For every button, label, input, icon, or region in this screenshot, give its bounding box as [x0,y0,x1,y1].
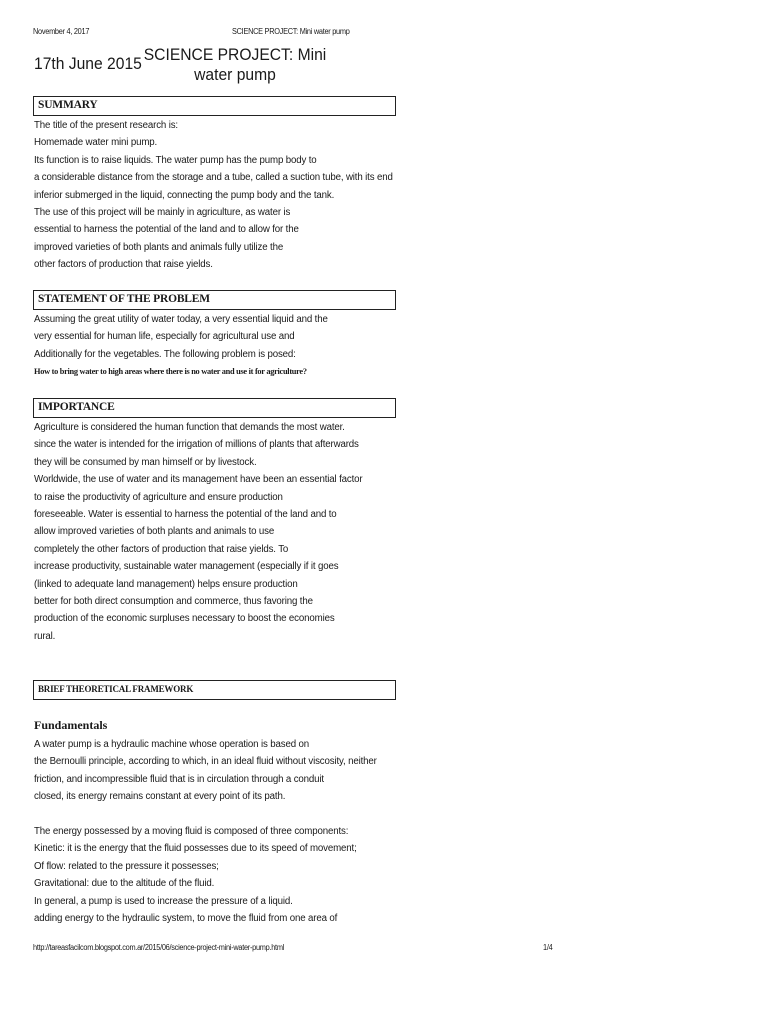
text-line: very essential for human life, especially for agricultural use and [34,331,295,343]
framework-heading-box [33,680,396,700]
framework-heading: BRIEF THEORETICAL FRAMEWORK [38,684,194,694]
importance-heading-box [33,398,396,418]
problem-question: How to bring water to high areas where there is no water and use it for agriculture? [34,366,307,377]
text-line: Assuming the great utility of water today, a very essential liquid and the [34,314,328,325]
text-line: better for both direct consumption and commerce, thus favoring the [34,596,313,608]
summary-paragraph [34,117,394,274]
text-line: adding energy to the hydraulic system, to move the fluid from one area of [34,913,338,925]
text-line: closed, its energy remains constant at every point of its path. [34,791,286,803]
text-line: In general, a pump is used to increase the pressure of a liquid. [34,895,293,907]
page-number: 1/4 [543,943,553,952]
text-line: the Bernoulli principle, according to which, in an ideal fluid without viscosity, neither [34,756,377,768]
text-line: Worldwide, the use of water and its management have been an essential factor [34,474,363,486]
framework-paragraph-1 [34,736,394,806]
importance-paragraph [34,419,394,645]
text-line: The use of this project will be mainly in agriculture, as water is [34,207,291,219]
document-title [138,45,331,85]
text-line: essential to harness the potential of the land and to allow for the [34,224,299,236]
text-line: since the water is intended for the irrigation of millions of plants that afterwards [34,439,359,451]
text-line: Of flow: related to the pressure it possesses; [34,860,219,872]
framework-paragraph-2 [34,823,394,927]
text-line: to raise the productivity of agriculture and ensure production [34,491,283,503]
document-title-line: SCIENCE PROJECT: Mini [143,45,327,64]
text-line: increase productivity, sustainable water management (especially if it goes [34,561,339,573]
text-line: Additionally for the vegetables. The following problem is posed: [34,348,296,360]
text-line: Gravitational: due to the altitude of the fluid. [34,878,215,890]
text-line: they will be consumed by man himself or by livestock. [34,456,257,468]
fundamentals-subheading: Fundamentals [34,718,108,732]
text-line: production of the economic surpluses necessary to boost the economies [34,613,335,625]
summary-heading-box [33,96,396,116]
text-line: inferior submerged in the liquid, connecting the pump body and the tank. [34,189,335,201]
text-line: a considerable distance from the storage and a tube, called a suction tube, with its end [34,172,393,184]
problem-heading: STATEMENT OF THE PROBLEM [38,293,210,305]
text-line: other factors of production that raise yields. [34,259,213,271]
text-line: Kinetic: it is the energy that the fluid possesses due to its speed of movement; [34,843,357,855]
text-line: completely the other factors of production that raise yields. To [34,543,289,555]
text-line: A water pump is a hydraulic machine whose operation is based on [34,739,309,750]
text-line: Agriculture is considered the human function that demands the most water. [34,422,345,433]
text-line: Homemade water mini pump. [34,137,158,149]
importance-heading: IMPORTANCE [38,401,115,413]
text-line: The energy possessed by a moving fluid is composed of three components: [34,826,349,837]
text-line: (linked to adequate land management) helps ensure production [34,578,298,590]
text-line: improved varieties of both plants and animals fully utilize the [34,241,284,253]
summary-heading: SUMMARY [38,99,98,111]
problem-paragraph [34,311,394,381]
source-url: http://tareasfacilcom.blogspot.com.ar/2015/06/science-project-mini-water-pump.html [33,943,285,952]
document-title-line: water pump [194,65,276,84]
problem-heading-box [33,290,396,310]
text-line: Its function is to raise liquids. The water pump has the pump body to [34,154,317,166]
document-date: 17th June 2015 [34,54,142,73]
text-line: friction, and incompressible fluid that is in circulation through a conduit [34,773,324,785]
text-line: rural. [34,630,56,642]
text-line: The title of the present research is: [34,120,178,131]
print-date: November 4, 2017 [33,27,90,36]
print-page-title: SCIENCE PROJECT: Mini water pump [232,27,350,36]
text-line: foreseeable. Water is essential to harness the potential of the land and to [34,509,337,521]
text-line: allow improved varieties of both plants and animals to use [34,526,275,538]
